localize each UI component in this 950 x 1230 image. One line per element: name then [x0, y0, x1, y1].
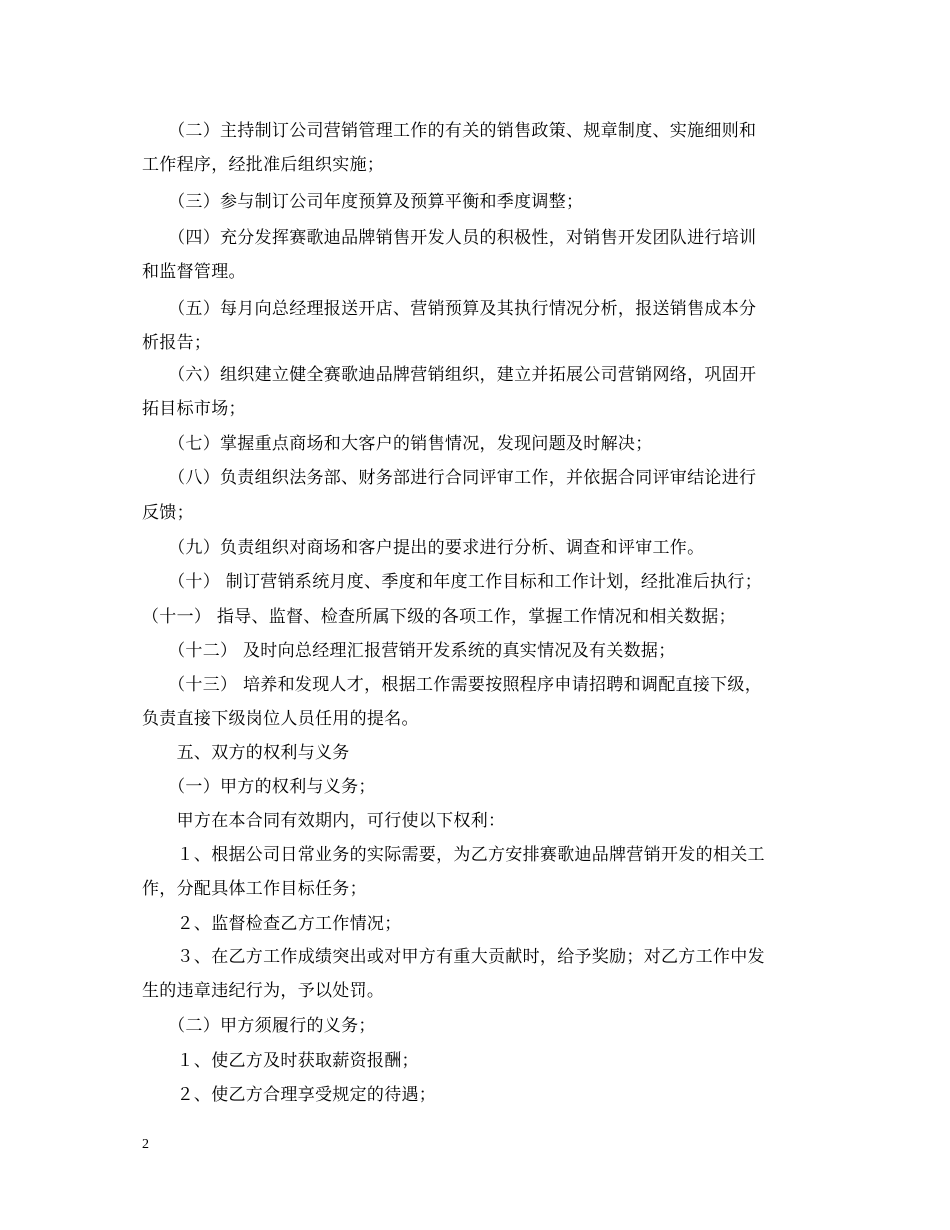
- text-line: （八）负责组织法务部、财务部进行合同评审工作，并依据合同评审结论进行: [142, 468, 757, 488]
- text-line: （六）组织建立健全赛歌迪品牌营销组织，建立并拓展公司营销网络，巩固开: [142, 365, 757, 385]
- text-line: 工作程序，经批准后组织实施；: [142, 155, 385, 175]
- text-line: （四）充分发挥赛歌迪品牌销售开发人员的积极性，对销售开发团队进行培训: [142, 228, 757, 248]
- text-line: （九）负责组织对商场和客户提出的要求进行分析、调查和评审工作。: [142, 538, 705, 558]
- text-line: （二）主持制订公司营销管理工作的有关的销售政策、规章制度、实施细则和: [142, 121, 757, 141]
- text-line: ２、使乙方合理享受规定的待遇；: [142, 1085, 437, 1105]
- section-heading: 五、双方的权利与义务: [142, 743, 350, 763]
- text-line: （十） 制订营销系统月度、季度和年度工作目标和工作计划，经批准后执行；: [142, 572, 763, 592]
- text-line: （十三） 培养和发现人才，根据工作需要按照程序申请招聘和调配直接下级，: [142, 675, 763, 695]
- text-line: 拓目标市场；: [142, 399, 246, 419]
- text-line: 和监督管理。: [142, 262, 246, 282]
- text-line: （二）甲方须履行的义务；: [142, 1016, 376, 1036]
- text-line: （三）参与制订公司年度预算及预算平衡和季度调整；: [142, 192, 584, 212]
- text-line: 生的违章违纪行为，予以处罚。: [142, 981, 385, 1001]
- text-line: （一）甲方的权利与义务；: [142, 777, 376, 797]
- text-line: 析报告；: [142, 333, 212, 353]
- text-line: 负责直接下级岗位人员任用的提名。: [142, 709, 419, 729]
- text-line: 反馈；: [142, 503, 194, 523]
- text-line: （五）每月向总经理报送开店、营销预算及其执行情况分析，报送销售成本分: [142, 299, 757, 319]
- page-number: 2: [142, 1137, 149, 1152]
- text-line: ２、监督检查乙方工作情况；: [142, 914, 402, 934]
- text-line: 作，分配具体工作目标任务；: [142, 879, 367, 899]
- text-line: （十一） 指导、监督、检查所属下级的各项工作，掌握工作情况和相关数据；: [142, 607, 736, 627]
- text-line: （十二） 及时向总经理汇报营销开发系统的真实情况及有关数据；: [142, 641, 676, 661]
- text-line: （七）掌握重点商场和大客户的销售情况，发现问题及时解决；: [142, 434, 653, 454]
- text-line: １、使乙方及时获取薪资报酬；: [142, 1051, 419, 1071]
- text-line: 甲方在本合同有效期内，可行使以下权利：: [142, 811, 506, 831]
- text-line: １、根据公司日常业务的实际需要，为乙方安排赛歌迪品牌营销开发的相关工: [142, 845, 765, 865]
- text-line: ３、在乙方工作成绩突出或对甲方有重大贡献时，给予奖励；对乙方工作中发: [142, 947, 765, 967]
